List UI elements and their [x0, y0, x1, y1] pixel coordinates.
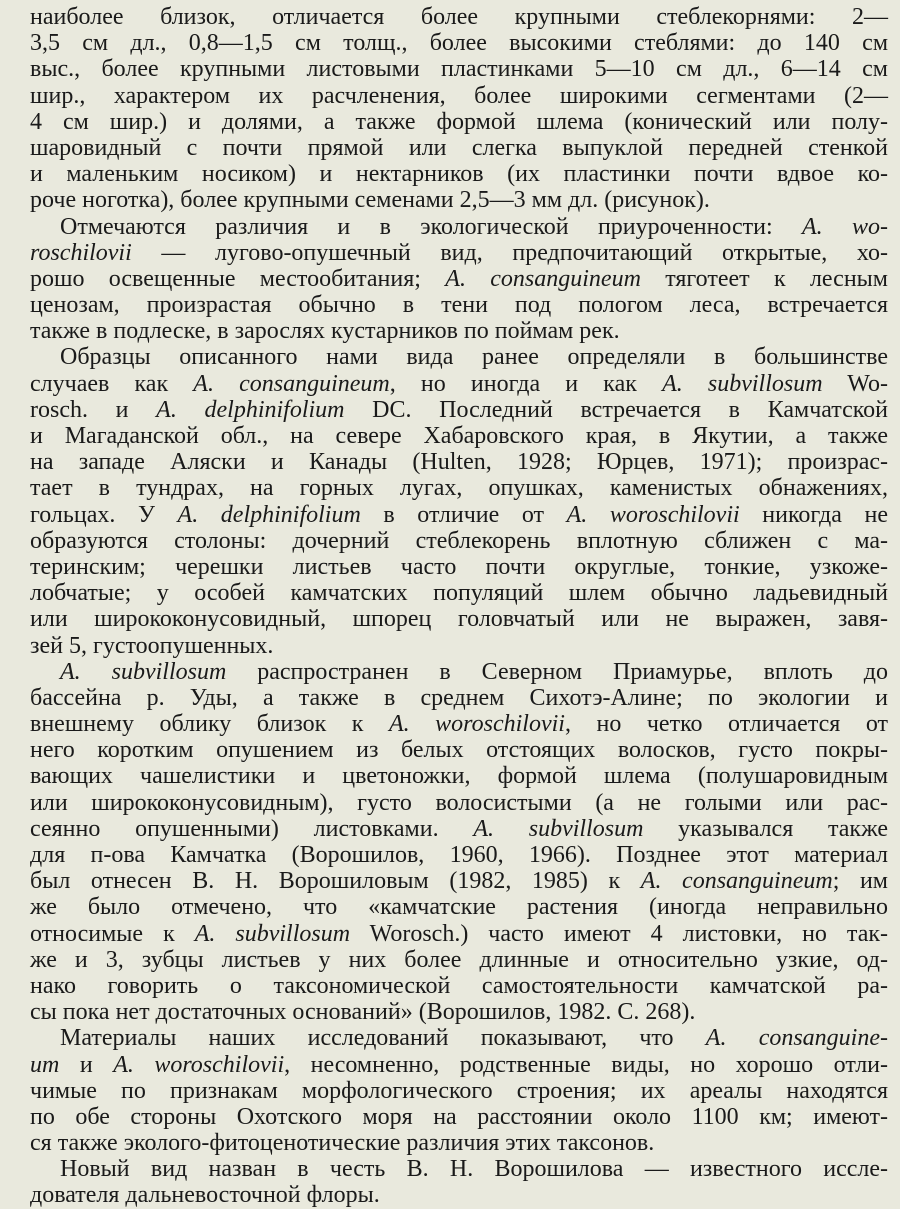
taxon-name: A. consanguineum: [193, 370, 390, 397]
text-line: [30, 371, 888, 397]
text-line: [30, 475, 888, 501]
text-line: [30, 1182, 888, 1208]
taxon-name: A. delphinifolium: [177, 501, 361, 528]
text-segment: тает в тундрах, на горных лугах, опушках, каменистых обнажениях,: [30, 475, 888, 502]
text-line: [30, 397, 888, 423]
text-segment: распространен в Северном Приамурье, вплоть до: [226, 658, 889, 685]
text-line: [30, 711, 888, 737]
text-segment: Wo-: [822, 370, 889, 397]
taxon-name: A. woroschilovii: [388, 711, 565, 738]
text-line: [30, 554, 888, 580]
taxon-name: A. consanguineum: [640, 868, 833, 895]
text-line: [30, 292, 888, 318]
text-segment: теринским; черешки листьев часто почти округлые, тонкие, узкоже-: [30, 553, 888, 580]
text-segment: относимые к: [30, 920, 195, 947]
text-segment: rosch. и: [30, 396, 157, 423]
text-line: [30, 973, 888, 999]
text-line: [30, 659, 888, 685]
text-line: [30, 580, 888, 606]
text-line: [30, 214, 888, 240]
text-line: [30, 135, 888, 161]
text-segment: рошо освещенные местообитания;: [30, 265, 446, 292]
text-segment: лобчатые; у особей камчатских популяций шлем обычно ладьевидный: [30, 580, 888, 607]
text-segment: Образцы описанного нами вида ранее определяли в большинстве: [60, 344, 888, 371]
text-line: [30, 161, 888, 187]
text-segment: 3,5 см дл., 0,8—1,5 см толщ., более высокими стеблями: до 140 см: [30, 30, 888, 57]
text-line: [30, 528, 888, 554]
text-line: [30, 868, 888, 894]
text-segment: сы пока нет достаточных оснований» (Ворошилов, 1982. С. 268).: [30, 999, 696, 1026]
text-segment: Новый вид назван в честь В. Н. Ворошилова — известного иссле-: [60, 1156, 888, 1183]
taxon-name: A. delphinifolium: [156, 396, 345, 423]
text-segment: Отмечаются различия и в экологической приуроченности:: [60, 213, 802, 240]
taxon-name: A. wo-: [802, 213, 888, 240]
text-line: [30, 344, 888, 370]
text-segment: , но иногда и как: [389, 370, 663, 397]
text-segment: же было отмечено, что «камчатские растения (иногда неправильно: [30, 894, 888, 921]
text-segment: роче ноготка), более крупными семенами 2,5—3 мм дл. (рисунок).: [30, 187, 710, 214]
text-segment: указывался также: [643, 815, 889, 842]
text-segment: шир., характером их расчленения, более широкими сегментами (2—: [30, 82, 888, 109]
text-segment: на западе Аляски и Канады (Hulten, 1928; Юрцев, 1971); произрас-: [30, 449, 888, 476]
text-line: [30, 502, 888, 528]
text-segment: чимые по признакам морфологического строения; их ареалы находятся: [30, 1077, 888, 1104]
text-segment: Материалы наших исследований показывают, что: [60, 1025, 706, 1052]
text-segment: наиболее близок, отличается более крупными стеблекорнями: 2—: [30, 4, 888, 30]
text-line: [30, 685, 888, 711]
text-segment: нако говорить о таксономической самостоятельности камчатской ра-: [30, 972, 888, 999]
taxon-name: A. subvillosum: [60, 658, 227, 685]
text-segment: образуются столоны: дочерний стеблекорень вплотную сближен с ма-: [30, 527, 888, 554]
text-line: [30, 763, 888, 789]
taxon-name: A. subvillosum: [662, 370, 823, 397]
text-line: [30, 606, 888, 632]
text-line: [30, 842, 888, 868]
text-line: [30, 737, 888, 763]
text-segment: зей 5, густоопушенных.: [30, 632, 274, 659]
taxon-name: A. consanguine-: [705, 1025, 888, 1052]
text-segment: DC. Последний встречается в Камчатской: [344, 396, 889, 423]
text-segment: или ширококонусовидным), густо волосистыми (а не голыми или рас-: [30, 789, 888, 816]
text-segment: ; им: [832, 868, 888, 895]
taxon-name: A. woroschilovii: [566, 501, 740, 528]
text-line: [30, 240, 888, 266]
text-line: [30, 187, 888, 213]
taxon-name: A. subvillosum: [194, 920, 351, 947]
text-segment: и маленьким носиком) и нектарников (их пластинки почти вдвое ко-: [30, 161, 888, 188]
text-segment: вающих чашелистики и цветоножки, формой шлема (полушаровидным: [30, 763, 888, 790]
text-segment: ся также эколого-фитоценотические различия этих таксонов.: [30, 1130, 655, 1157]
text-segment: сеянно опушенными) листовками.: [30, 815, 474, 842]
text-line: [30, 318, 888, 344]
text-segment: шаровидный с почти прямой или слегка выпуклой передней стенкой: [30, 134, 888, 161]
text-line: [30, 894, 888, 920]
text-line: [30, 816, 888, 842]
text-segment: бассейна р. Уды, а также в среднем Сихотэ-Алине; по экологии и: [30, 684, 888, 711]
text-segment: также в подлеске, в зарослях кустарников по поймам рек.: [30, 318, 620, 345]
text-line: [30, 921, 888, 947]
text-line: [30, 4, 888, 30]
text-line: [30, 947, 888, 973]
text-segment: случаев как: [30, 370, 194, 397]
text-line: [30, 1156, 888, 1182]
text-segment: ценозам, произрастая обычно в тени под пологом леса, встречается: [30, 292, 888, 319]
text-segment: , но четко отличается от: [564, 711, 888, 738]
text-line: [30, 790, 888, 816]
text-line: [30, 423, 888, 449]
text-segment: никогда не: [739, 501, 888, 528]
text-segment: в отличие от: [360, 501, 567, 528]
taxon-name: roschilovii: [30, 239, 132, 266]
text-segment: тяготеет к лесным: [640, 265, 888, 292]
text-line: [30, 56, 888, 82]
text-line: [30, 30, 888, 56]
text-line: [30, 83, 888, 109]
text-line: [30, 1130, 888, 1156]
text-segment: него коротким опушением из белых отстоящих волосков, густо покры-: [30, 737, 888, 764]
text-line: [30, 1078, 888, 1104]
text-line: [30, 109, 888, 135]
text-segment: или ширококонусовидный, шпорец головчатый или не выражен, завя-: [30, 606, 888, 633]
document-page: [30, 4, 888, 1209]
taxon-name: A. subvillosum: [473, 815, 644, 842]
text-segment: же и 3, зубцы листьев у них более длинные и относительно узкие, од-: [30, 946, 888, 973]
text-segment: 4 см шир.) и долями, а также формой шлема (конический или полу-: [30, 108, 888, 135]
text-segment: внешнему облику близок к: [30, 711, 389, 738]
text-segment: гольцах. У: [30, 501, 178, 528]
text-line: [30, 1025, 888, 1051]
taxon-name: A. woroschilovii: [113, 1051, 285, 1078]
text-line: [30, 1104, 888, 1130]
text-line: [30, 266, 888, 292]
text-line: [30, 449, 888, 475]
text-segment: , несомненно, родственные виды, но хорошо отли-: [284, 1051, 889, 1078]
text-segment: и: [59, 1051, 114, 1078]
taxon-name: A. consanguineum: [445, 265, 641, 292]
text-line: [30, 999, 888, 1025]
text-line: [30, 633, 888, 659]
text-segment: выс., более крупными листовыми пластинками 5—10 см дл., 6—14 см: [30, 56, 888, 83]
text-segment: по обе стороны Охотского моря на расстоянии около 1100 км; имеют-: [30, 1103, 888, 1130]
text-segment: дователя дальневосточной флоры.: [30, 1182, 380, 1209]
text-segment: — лугово-опушечный вид, предпочитающий открытые, хо-: [131, 239, 888, 266]
text-segment: был отнесен В. Н. Ворошиловым (1982, 1985) к: [30, 868, 641, 895]
taxon-name: um: [30, 1051, 60, 1078]
text-segment: для п-ова Камчатка (Ворошилов, 1960, 1966). Позднее этот материал: [30, 842, 888, 868]
text-line: [30, 1052, 888, 1078]
text-segment: Worosch.) часто имеют 4 листовки, но так-: [350, 920, 889, 947]
text-segment: и Магаданской обл., на севере Хабаровского края, в Якутии, а также: [30, 423, 888, 449]
